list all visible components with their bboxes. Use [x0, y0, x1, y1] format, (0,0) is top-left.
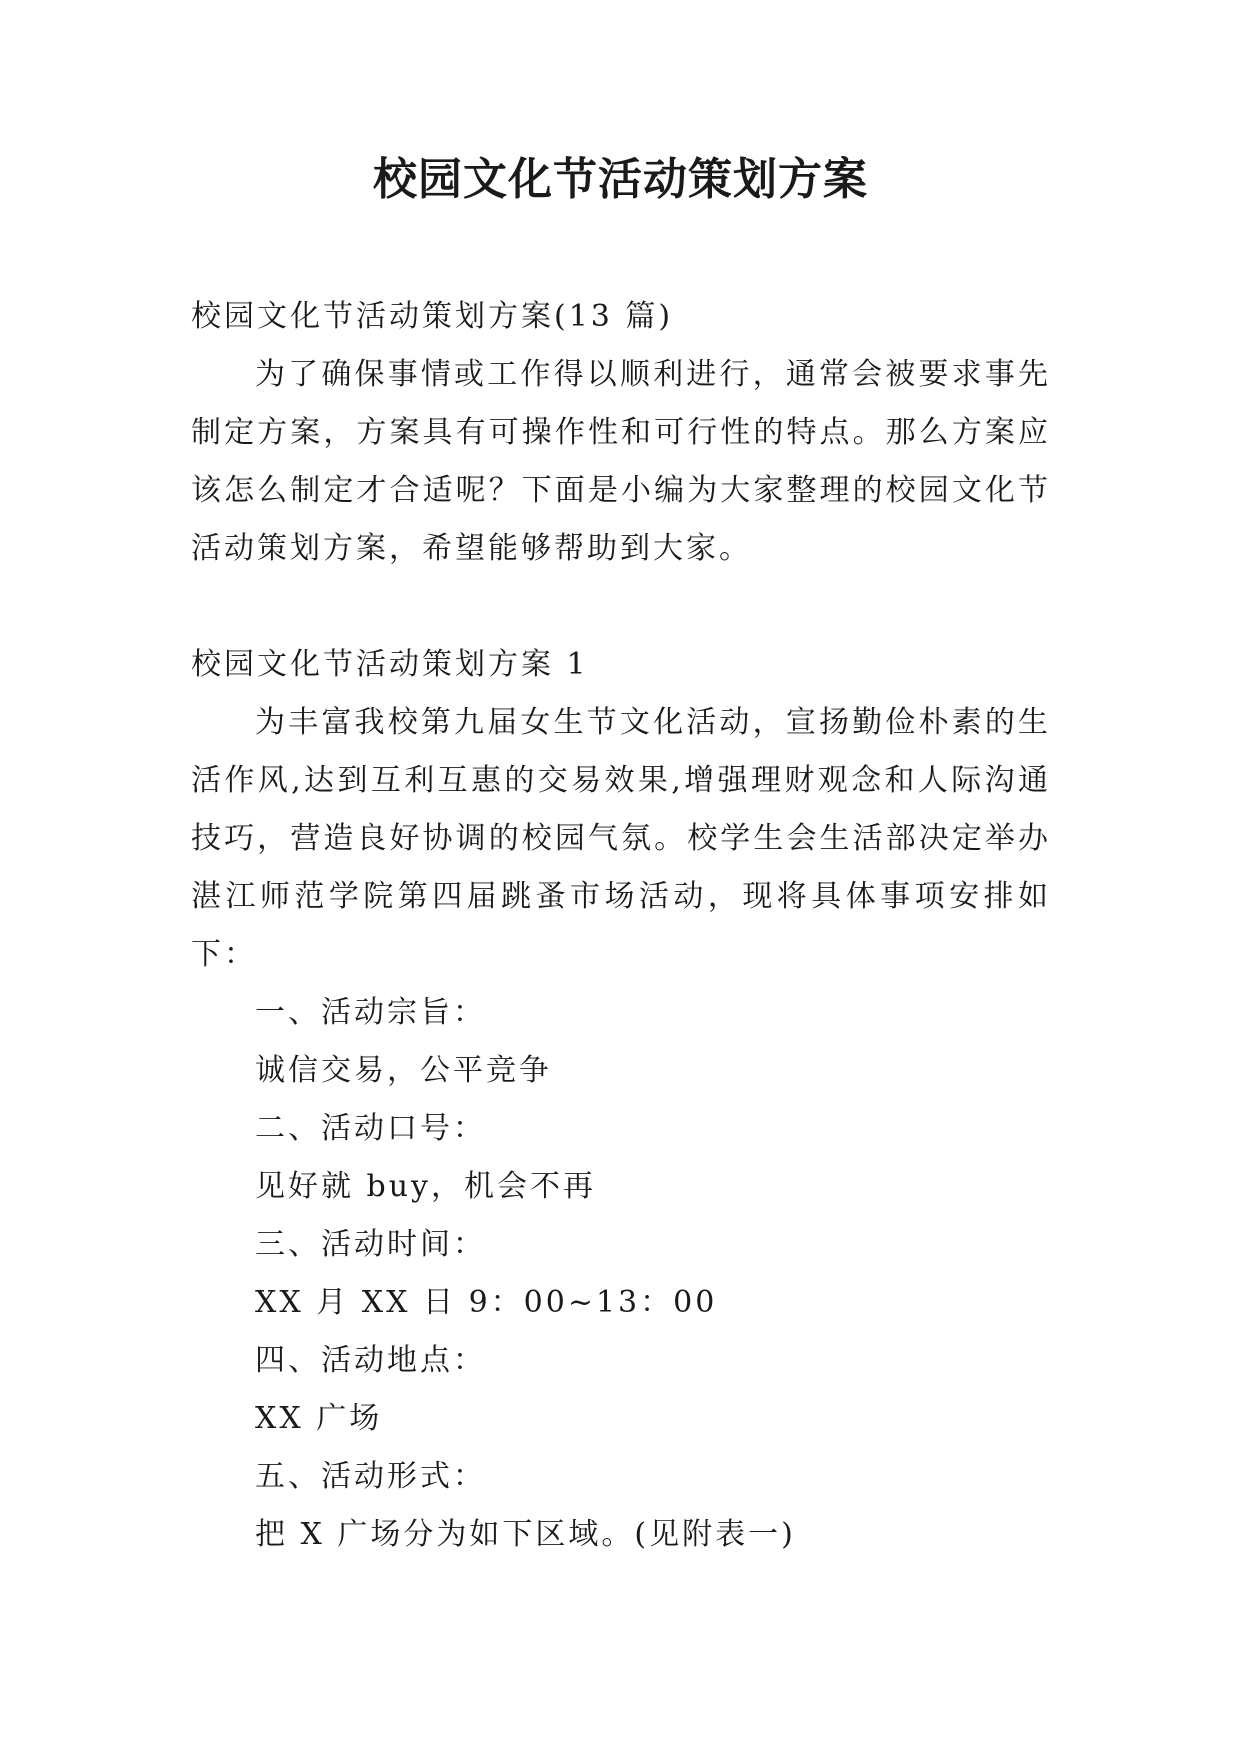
paragraph-gap [191, 578, 1051, 636]
section-1-heading: 校园文化节活动策划方案 1 [191, 647, 589, 682]
document-body [191, 288, 1051, 1564]
item-location-value: XX 广场 [255, 1401, 383, 1436]
item-purpose-label: 一、活动宗旨： [255, 995, 486, 1030]
item-time-label: 三、活动时间： [255, 1227, 486, 1262]
item-format-value: 把 X 广场分为如下区域。(见附表一) [255, 1517, 796, 1552]
document-title: 校园文化节活动策划方案 [373, 154, 868, 205]
item-time-value: XX 月 XX 日 9：00~13：00 [255, 1285, 718, 1320]
item-format-label: 五、活动形式： [255, 1459, 486, 1494]
subtitle: 校园文化节活动策划方案(13 篇) [191, 299, 674, 334]
section-1-paragraph: 为丰富我校第九届女生节文化活动，宣扬勤俭朴素的生活作风,达到互利互惠的交易效果,增强理财观念和人际沟通技巧，营造良好协调的校园气氛。校学生会生活部决定举办湛江师范学院第四届跳蚤市场活动，现将具体事项安排如下： [191, 705, 1051, 972]
item-slogan-value: 见好就 buy，机会不再 [255, 1169, 597, 1204]
item-purpose-value: 诚信交易，公平竞争 [255, 1053, 552, 1088]
item-slogan-label: 二、活动口号： [255, 1111, 486, 1146]
intro-paragraph: 为了确保事情或工作得以顺利进行，通常会被要求事先制定方案，方案具有可操作性和可行性的特点。那么方案应该怎么制定才合适呢？下面是小编为大家整理的校园文化节活动策划方案，希望能够帮助到大家。 [191, 357, 1051, 566]
item-location-label: 四、活动地点： [255, 1343, 486, 1378]
